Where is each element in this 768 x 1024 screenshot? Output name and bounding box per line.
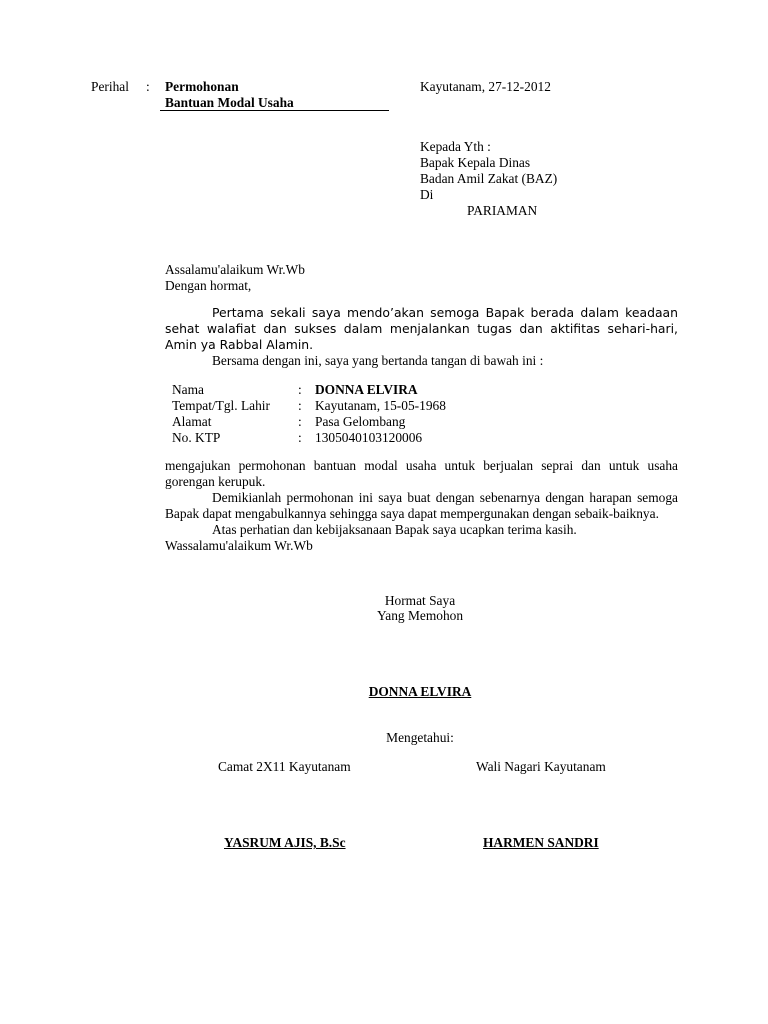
subject-underline: [160, 110, 389, 111]
body-paragraph-5: Atas perhatian dan kebijaksanaan Bapak saya ucapkan terima kasih.: [212, 522, 577, 537]
table-row: [172, 398, 446, 414]
yang-memohon: Yang Memohon: [376, 608, 464, 623]
body-closing: [165, 458, 678, 554]
body-paragraph-3: mengajukan permohonan bantuan modal usaha untuk berjualan seprai dan untuk usaha gorengan kerupuk.: [165, 458, 678, 489]
identity-separator: :: [298, 382, 302, 397]
table-row: [172, 382, 446, 398]
identity-label: Alamat: [172, 414, 212, 429]
subject-label: Perihal: [91, 79, 129, 94]
body-paragraph-2: Bersama dengan ini, saya yang bertanda tangan di bawah ini :: [212, 353, 544, 368]
recipient-city: PARIAMAN: [467, 203, 538, 218]
recipient-line-3: Badan Amil Zakat (BAZ): [420, 171, 558, 186]
greeting-hormat: Dengan hormat,: [165, 278, 252, 293]
identity-label: No. KTP: [172, 430, 221, 445]
recipient-line-4: Di: [420, 187, 434, 202]
body-opening: [165, 305, 678, 369]
recipient-line-1: Kepada Yth :: [420, 139, 491, 154]
identity-label: Tempat/Tgl. Lahir: [172, 398, 270, 413]
applicant-name: DONNA ELVIRA: [368, 684, 472, 699]
identity-table: [172, 382, 446, 446]
body-paragraph-4: Demikianlah permohonan ini saya buat dengan sebenarnya dengan harapan semoga Bapak dapat mengabulkannya sehingga saya dapat mempergunakan dengan sebaik-baiknya.: [165, 490, 678, 521]
identity-separator: :: [298, 430, 302, 445]
recipient-line-2: Bapak Kepala Dinas: [420, 155, 531, 170]
subject-colon: :: [146, 79, 150, 94]
subject-line-1: Permohonan: [165, 79, 239, 94]
table-row: [172, 430, 446, 446]
closing-salam: Wassalamu'alaikum Wr.Wb: [165, 538, 313, 553]
table-row: [172, 414, 446, 430]
identity-label: Nama: [172, 382, 204, 397]
identity-value: Kayutanam, 15-05-1968: [315, 398, 446, 413]
body-paragraph-1: Pertama sekali saya mendo’akan semoga Bapak berada dalam keadaan sehat walafiat dan sukses dalam menjalankan tugas dan aktifitas sehari-hari, Amin ya Rabbal Alamin.: [165, 305, 678, 352]
hormat-saya: Hormat Saya: [384, 593, 456, 608]
wali-nagari-name: HARMEN SANDRI: [483, 835, 599, 850]
wali-nagari-title: Wali Nagari Kayutanam: [476, 759, 606, 774]
mengetahui-label: Mengetahui:: [386, 730, 454, 745]
identity-separator: :: [298, 414, 302, 429]
camat-title: Camat 2X11 Kayutanam: [218, 759, 351, 774]
applicant-signature-block: [320, 684, 520, 700]
identity-value: Pasa Gelombang: [315, 414, 406, 429]
identity-value: 1305040103120006: [315, 430, 423, 445]
camat-name: YASRUM AJIS, B.Sc: [224, 835, 346, 850]
identity-value-name: DONNA ELVIRA: [315, 382, 418, 397]
subject-line-2: Bantuan Modal Usaha: [165, 95, 294, 110]
identity-separator: :: [298, 398, 302, 413]
place-date: Kayutanam, 27-12-2012: [420, 79, 551, 94]
greeting-salam: Assalamu'alaikum Wr.Wb: [165, 262, 305, 277]
